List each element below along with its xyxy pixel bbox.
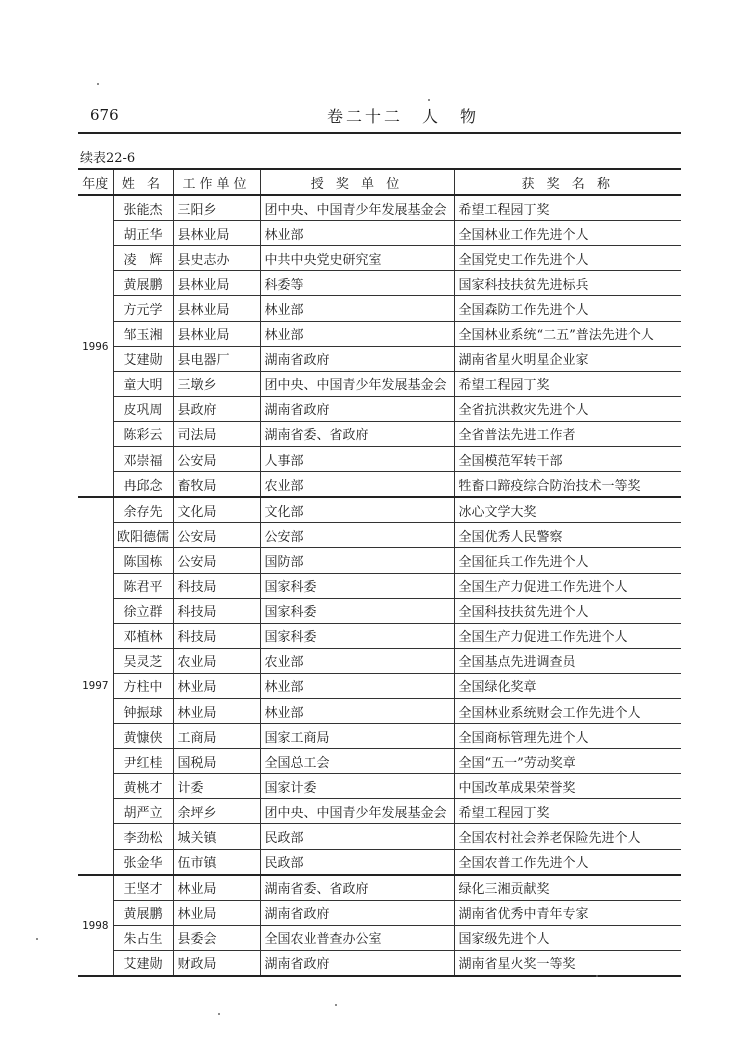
scan-speck	[36, 938, 38, 940]
issuer-cell: 科委等	[260, 271, 454, 296]
name-cell: 黄桃才	[113, 774, 173, 799]
unit-cell: 国税局	[173, 749, 260, 774]
unit-cell: 财政局	[173, 950, 260, 976]
unit-cell: 公安局	[173, 523, 260, 548]
name-cell: 王坚才	[113, 875, 173, 901]
table-row	[78, 548, 681, 573]
award-cell: 全国党史工作先进个人	[454, 246, 681, 271]
unit-cell: 县委会	[173, 925, 260, 950]
table-row	[78, 421, 681, 446]
unit-cell: 余坪乡	[173, 799, 260, 824]
table-row	[78, 698, 681, 723]
name-cell: 钟振球	[113, 698, 173, 723]
table-row	[78, 900, 681, 925]
scan-speck	[596, 975, 598, 977]
table-row	[78, 824, 681, 849]
name-cell: 黄慷侠	[113, 724, 173, 749]
name-cell: 陈彩云	[113, 421, 173, 446]
table-row	[78, 724, 681, 749]
issuer-cell: 国家科委	[260, 573, 454, 598]
issuer-cell: 国家科委	[260, 598, 454, 623]
award-cell: 全国生产力促进工作先进个人	[454, 573, 681, 598]
unit-cell: 公安局	[173, 447, 260, 472]
award-cell: 牲畜口蹄疫综合防治技术一等奖	[454, 472, 681, 498]
issuer-cell: 林业部	[260, 221, 454, 246]
award-cell: 全国科技扶贫先进个人	[454, 598, 681, 623]
award-cell: 全国模范军转干部	[454, 447, 681, 472]
scan-speck	[335, 1004, 337, 1006]
table-row	[78, 849, 681, 875]
award-cell: 冰心文学大奖	[454, 497, 681, 523]
table-row	[78, 875, 681, 901]
table-header-row	[78, 169, 681, 195]
name-cell: 胡正华	[113, 221, 173, 246]
unit-cell: 县林业局	[173, 271, 260, 296]
issuer-cell: 文化部	[260, 497, 454, 523]
name-cell: 李劲松	[113, 824, 173, 849]
award-cell: 希望工程园丁奖	[454, 799, 681, 824]
unit-cell: 林业局	[173, 673, 260, 698]
table-row	[78, 321, 681, 346]
award-cell: 湖南省星火奖一等奖	[454, 950, 681, 976]
award-cell: 全国“五一”劳动奖章	[454, 749, 681, 774]
award-table	[78, 168, 681, 977]
table-row	[78, 925, 681, 950]
unit-cell: 计委	[173, 774, 260, 799]
table-row	[78, 598, 681, 623]
award-cell: 全国征兵工作先进个人	[454, 548, 681, 573]
name-cell: 冉邱念	[113, 472, 173, 498]
unit-cell: 林业局	[173, 698, 260, 723]
table-row	[78, 950, 681, 976]
table-row	[78, 623, 681, 648]
award-cell: 全国农普工作先进个人	[454, 849, 681, 875]
name-cell: 陈国栋	[113, 548, 173, 573]
unit-cell: 林业局	[173, 875, 260, 901]
issuer-cell: 中共中央党史研究室	[260, 246, 454, 271]
award-cell: 绿化三湘贡献奖	[454, 875, 681, 901]
name-cell: 余存先	[113, 497, 173, 523]
table-row	[78, 195, 681, 221]
issuer-cell: 林业部	[260, 321, 454, 346]
name-cell: 童大明	[113, 371, 173, 396]
column-header-issuer: 授 奖 单 位	[260, 169, 454, 195]
unit-cell: 县林业局	[173, 321, 260, 346]
unit-cell: 县林业局	[173, 296, 260, 321]
table-row	[78, 497, 681, 523]
name-cell: 凌 辉	[113, 246, 173, 271]
chapter-title: 卷二十二 人 物	[327, 107, 480, 126]
unit-cell: 县电器厂	[173, 346, 260, 371]
issuer-cell: 林业部	[260, 673, 454, 698]
name-cell: 艾建勋	[113, 346, 173, 371]
award-cell: 全省抗洪救灾先进个人	[454, 396, 681, 421]
year-cell: 1998	[78, 875, 113, 976]
award-cell: 希望工程园丁奖	[454, 371, 681, 396]
issuer-cell: 公安部	[260, 523, 454, 548]
column-header-unit: 工作单位	[173, 169, 260, 195]
name-cell: 朱占生	[113, 925, 173, 950]
award-cell: 全国优秀人民警察	[454, 523, 681, 548]
name-cell: 艾建勋	[113, 950, 173, 976]
unit-cell: 三阳乡	[173, 195, 260, 221]
award-cell: 希望工程园丁奖	[454, 195, 681, 221]
table-row	[78, 673, 681, 698]
unit-cell: 县史志办	[173, 246, 260, 271]
year-cell: 1996	[78, 195, 113, 497]
unit-cell: 畜牧局	[173, 472, 260, 498]
issuer-cell: 团中央、中国青少年发展基金会	[260, 371, 454, 396]
unit-cell: 城关镇	[173, 824, 260, 849]
issuer-cell: 民政部	[260, 849, 454, 875]
name-cell: 方元学	[113, 296, 173, 321]
issuer-cell: 湖南省委、省政府	[260, 875, 454, 901]
award-cell: 全国农村社会养老保险先进个人	[454, 824, 681, 849]
issuer-cell: 农业部	[260, 472, 454, 498]
unit-cell: 公安局	[173, 548, 260, 573]
table-row	[78, 472, 681, 498]
unit-cell: 工商局	[173, 724, 260, 749]
unit-cell: 司法局	[173, 421, 260, 446]
issuer-cell: 团中央、中国青少年发展基金会	[260, 195, 454, 221]
unit-cell: 县林业局	[173, 221, 260, 246]
column-header-name: 姓 名	[113, 169, 173, 195]
issuer-cell: 农业部	[260, 648, 454, 673]
issuer-cell: 全国总工会	[260, 749, 454, 774]
unit-cell: 伍市镇	[173, 849, 260, 875]
unit-cell: 科技局	[173, 598, 260, 623]
issuer-cell: 国家计委	[260, 774, 454, 799]
name-cell: 黄展鹏	[113, 271, 173, 296]
name-cell: 胡严立	[113, 799, 173, 824]
table-row	[78, 774, 681, 799]
page-number: 676	[90, 106, 119, 124]
table-row	[78, 447, 681, 472]
award-cell: 国家级先进个人	[454, 925, 681, 950]
unit-cell: 文化局	[173, 497, 260, 523]
issuer-cell: 国家科委	[260, 623, 454, 648]
column-header-award: 获 奖 名 称	[454, 169, 681, 195]
table-row	[78, 296, 681, 321]
name-cell: 欧阳德儒	[113, 523, 173, 548]
award-cell: 湖南省星火明星企业家	[454, 346, 681, 371]
unit-cell: 县政府	[173, 396, 260, 421]
award-cell: 全国绿化奖章	[454, 673, 681, 698]
table-row	[78, 523, 681, 548]
scan-speck	[97, 83, 99, 85]
scan-speck	[428, 99, 430, 101]
name-cell: 徐立群	[113, 598, 173, 623]
table-row	[78, 221, 681, 246]
table-row	[78, 799, 681, 824]
name-cell: 皮巩周	[113, 396, 173, 421]
unit-cell: 农业局	[173, 648, 260, 673]
name-cell: 邓崇福	[113, 447, 173, 472]
issuer-cell: 国家工商局	[260, 724, 454, 749]
issuer-cell: 全国农业普查办公室	[260, 925, 454, 950]
issuer-cell: 林业部	[260, 296, 454, 321]
table-row	[78, 648, 681, 673]
table-row	[78, 396, 681, 421]
issuer-cell: 林业部	[260, 698, 454, 723]
issuer-cell: 湖南省政府	[260, 346, 454, 371]
table-row	[78, 271, 681, 296]
unit-cell: 科技局	[173, 573, 260, 598]
issuer-cell: 人事部	[260, 447, 454, 472]
year-cell: 1997	[78, 497, 113, 874]
name-cell: 尹红桂	[113, 749, 173, 774]
name-cell: 方柱中	[113, 673, 173, 698]
name-cell: 邓植林	[113, 623, 173, 648]
award-cell: 全国林业工作先进个人	[454, 221, 681, 246]
issuer-cell: 国防部	[260, 548, 454, 573]
award-cell: 湖南省优秀中青年专家	[454, 900, 681, 925]
issuer-cell: 湖南省政府	[260, 396, 454, 421]
issuer-cell: 湖南省委、省政府	[260, 421, 454, 446]
table-row	[78, 749, 681, 774]
issuer-cell: 湖南省政府	[260, 950, 454, 976]
name-cell: 张金华	[113, 849, 173, 875]
award-cell: 全省普法先进工作者	[454, 421, 681, 446]
award-table-body	[78, 195, 681, 976]
award-cell: 全国林业系统“二五”普法先进个人	[454, 321, 681, 346]
award-cell: 全国森防工作先进个人	[454, 296, 681, 321]
header-rule	[78, 132, 681, 134]
award-cell: 全国商标管理先进个人	[454, 724, 681, 749]
table-row	[78, 573, 681, 598]
unit-cell: 三墩乡	[173, 371, 260, 396]
name-cell: 邹玉湘	[113, 321, 173, 346]
table-row	[78, 371, 681, 396]
name-cell: 陈君平	[113, 573, 173, 598]
table-row	[78, 246, 681, 271]
scan-speck	[218, 1013, 220, 1015]
name-cell: 吴灵芝	[113, 648, 173, 673]
name-cell: 张能杰	[113, 195, 173, 221]
award-cell: 中国改革成果荣誉奖	[454, 774, 681, 799]
unit-cell: 林业局	[173, 900, 260, 925]
issuer-cell: 团中央、中国青少年发展基金会	[260, 799, 454, 824]
award-cell: 全国林业系统财会工作先进个人	[454, 698, 681, 723]
unit-cell: 科技局	[173, 623, 260, 648]
table-row	[78, 346, 681, 371]
name-cell: 黄展鹏	[113, 900, 173, 925]
column-header-year: 年度	[78, 169, 113, 195]
table-caption: 续表22-6	[80, 151, 136, 166]
issuer-cell: 民政部	[260, 824, 454, 849]
award-cell: 全国生产力促进工作先进个人	[454, 623, 681, 648]
award-cell: 全国基点先进调查员	[454, 648, 681, 673]
issuer-cell: 湖南省政府	[260, 900, 454, 925]
award-cell: 国家科技扶贫先进标兵	[454, 271, 681, 296]
